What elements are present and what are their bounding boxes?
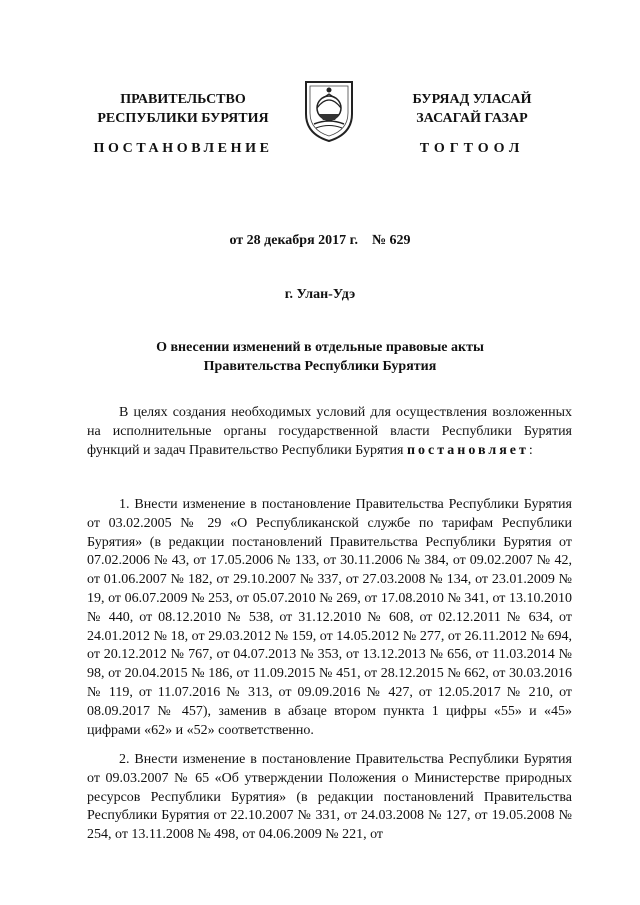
item-2-text: 2. Внести изменение в постановление Правительства Республики Бурятия от 09.03.2007 № 65 «Об утверждении Положения о Министерстве природных ресурсов Республики Бурятия» (в редакции постановлений Правительства Республики Бурятия от 22.10.2007 № 331, от 24.03.2008 № 127, от 19.05.2008 № 254, от 13.11.2008 № 498, от 04.06.2009 № 221, от [87, 752, 572, 843]
item-1-paragraph [87, 496, 572, 740]
header-right-line2: ЗАСАГАЙ ГАЗАР [416, 111, 528, 126]
document-type-buryat: ТОГТООЛ [419, 141, 525, 156]
header-right-line1: БУРЯАД УЛАСАЙ [412, 92, 532, 107]
document-city: г. Улан-Удэ [284, 287, 356, 302]
document-type-russian: ПОСТАНОВЛЕНИЕ [93, 141, 273, 156]
document-title [90, 338, 550, 376]
item-1-text: 1. Внести изменение в постановление Правительства Республики Бурятия от 03.02.2005 № 29 «О Республиканской службе по тарифам Республики Бурятия» (в редакции постановлений Правительства Республики Бурятия от 07.02.2006 № 43, от 17.05.2006 № 133, от 30.11.2006 № 384, от 09.02.2007 № 42, от 01.06.2007 № 182, от 29.10.2007 № 337, от 27.03.2008 № 134, от 23.01.2009 № 19, от 06.07.2009 № 253, от 05.07.2010 № 269, от 17.08.2010 № 341, от 13.10.2010 № 440, от 08.12.2010 № 538, от 31.12.2010 № 608, от 02.12.2011 № 634, от 24.01.2012 № 18, от 29.03.2012 № 159, от 14.05.2012 № 277, от 26.11.2012 № 694, от 20.12.2012 № 767, от 04.07.2013 № 353, от 13.12.2013 № 656, от 11.03.2014 № 98, от 20.04.2015 № 186, от 11.09.2015 № 451, от 28.12.2015 № 662, от 30.03.2016 № 119, от 11.07.2016 № 313, от 09.09.2016 № 427, от 12.05.2017 № 210, от 08.09.2017 № 457), заменив в абзаце втором пункта 1 цифры «55» и «45» цифрами «62» и «52» соответственно. [87, 497, 572, 738]
document-title-line1: О внесении изменений в отдельные правовые акты [156, 340, 484, 355]
item-2-paragraph [87, 751, 572, 845]
intro-resolves-word: постановляет [406, 442, 529, 458]
intro-text: В целях создания необходимых условий для осуществления возложенных на исполнительные органы государственной власти Республики Бурятия функций и задач Правительство Республики Бурятия [87, 405, 572, 458]
header-left-line2: РЕСПУБЛИКИ БУРЯТИЯ [97, 111, 269, 126]
document-date-number: от 28 декабря 2017 г. № 629 [229, 233, 411, 248]
header-left-line1: ПРАВИТЕЛЬСТВО [120, 92, 246, 107]
government-name-buryat [372, 90, 572, 128]
government-name-russian [68, 90, 298, 128]
coat-of-arms-icon [302, 78, 356, 144]
intro-end: : [528, 442, 533, 458]
intro-paragraph [87, 404, 572, 460]
document-title-line2: Правительства Республики Бурятия [203, 359, 437, 374]
